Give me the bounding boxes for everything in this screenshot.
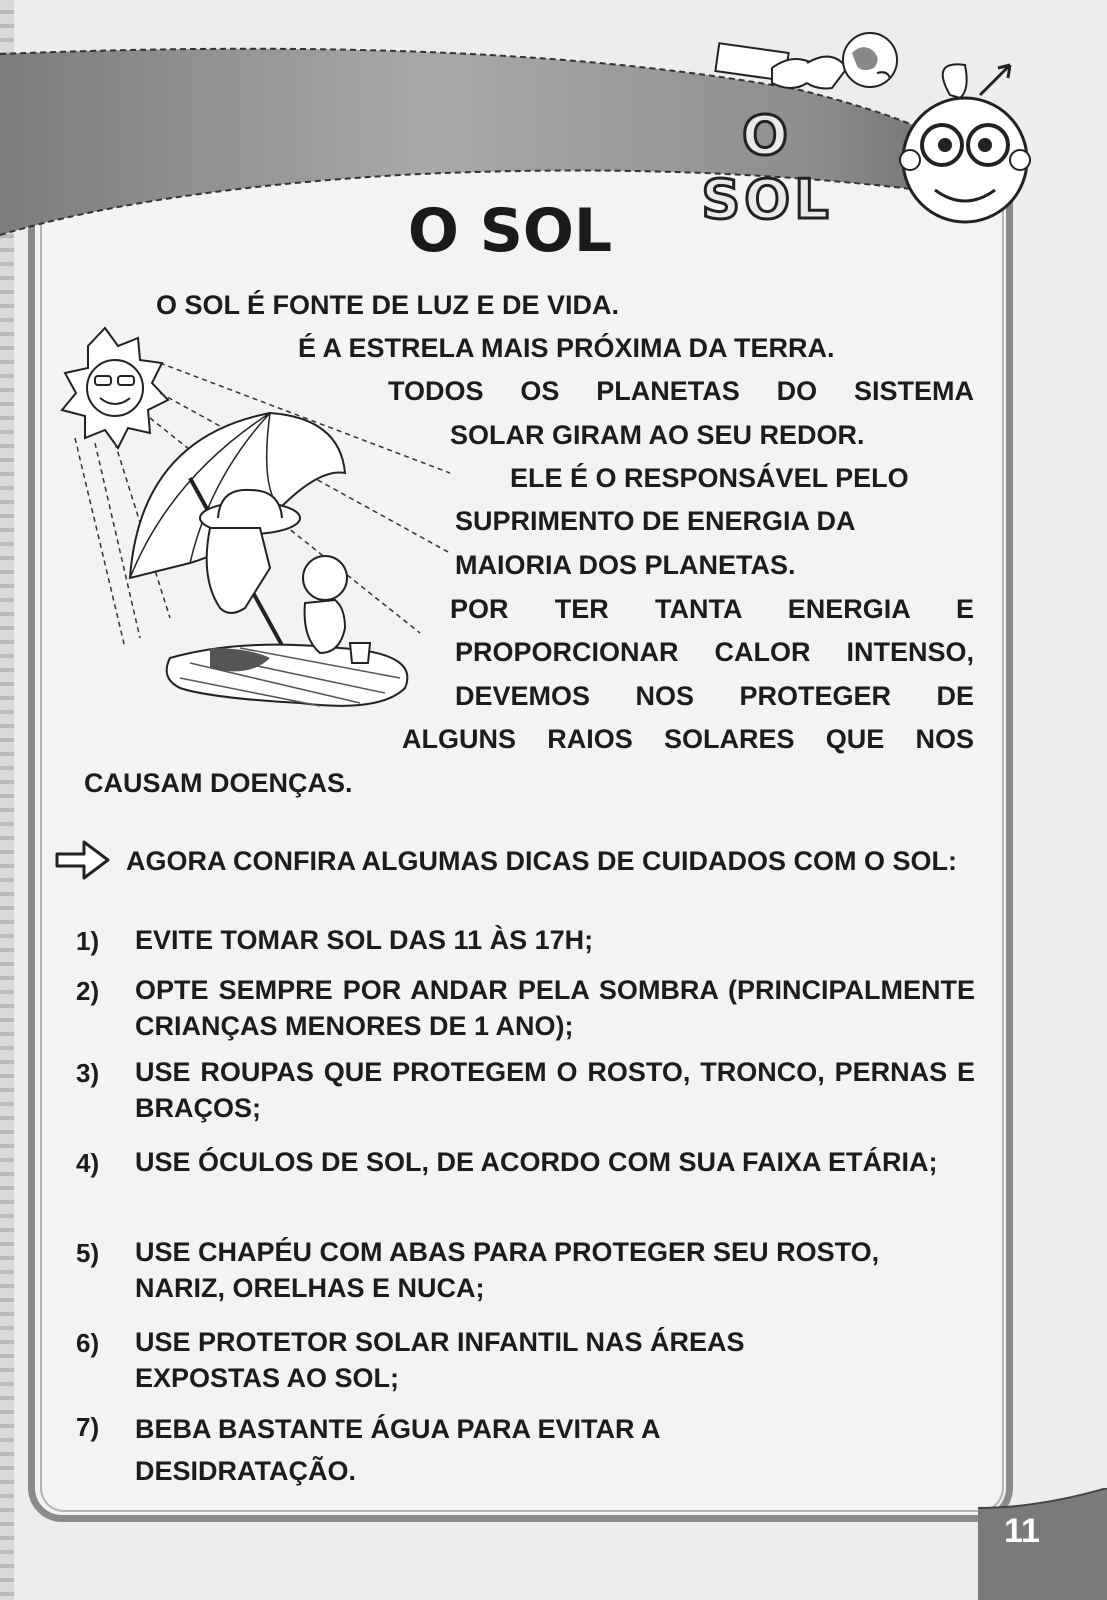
intro-line-2: É A ESTRELA MAIS PRÓXIMA DA TERRA.	[298, 333, 835, 363]
intro-line-8: POR TER TANTA ENERGIA E	[450, 594, 974, 624]
tip-number: 7)	[76, 1412, 100, 1442]
intro-line-7: MAIORIA DOS PLANETAS.	[455, 550, 796, 580]
tip-number: 1)	[76, 926, 100, 956]
banner-title: O SOL	[701, 104, 833, 231]
intro-line-5: ELE É O RESPONSÁVEL PELO	[510, 463, 909, 493]
tip-text: EVITE TOMAR SOL DAS 11 ÀS 17H;	[135, 925, 594, 955]
page-title: O SOL	[407, 196, 613, 266]
tip-text: USE ÓCULOS DE SOL, DE ACORDO COM SUA FAIXA ETÁRIA;	[135, 1147, 938, 1177]
tips-intro: AGORA CONFIRA ALGUMAS DICAS DE CUIDADOS COM O SOL:	[126, 846, 957, 876]
tip-number: 3)	[76, 1058, 100, 1088]
mascot-illustration	[890, 50, 1050, 225]
tip-text: OPTE SEMPRE POR ANDAR PELA SOMBRA (PRINCIPALMENTE CRIANÇAS MENORES DE 1 ANO);	[135, 975, 975, 1041]
intro-line-11: ALGUNS RAIOS SOLARES QUE NOS	[402, 724, 974, 754]
tip-number: 5)	[76, 1238, 100, 1268]
intro-line-6: SUPRIMENTO DE ENERGIA DA	[455, 506, 856, 536]
tip-text: USE PROTETOR SOLAR INFANTIL NAS ÁREAS EXPOSTAS AO SOL;	[135, 1327, 745, 1393]
intro-line-4: SOLAR GIRAM AO SEU REDOR.	[450, 420, 865, 450]
tip-number: 4)	[76, 1148, 100, 1178]
tip-text: USE CHAPÉU COM ABAS PARA PROTEGER SEU ROSTO, NARIZ, ORELHAS E NUCA;	[135, 1237, 880, 1303]
intro-line-9: PROPORCIONAR CALOR INTENSO,	[455, 637, 974, 667]
intro-line-10: DEVEMOS NOS PROTEGER DE	[455, 681, 974, 711]
tip-text: BEBA BASTANTE ÁGUA PARA EVITAR A DESIDRATAÇÃO.	[135, 1414, 660, 1486]
intro-line-12: CAUSAM DOENÇAS.	[84, 768, 353, 798]
intro-line-1: O SOL É FONTE DE LUZ E DE VIDA.	[156, 290, 620, 320]
sun-icon	[62, 328, 168, 448]
tip-text: USE ROUPAS QUE PROTEGEM O ROSTO, TRONCO, PERNAS E BRAÇOS;	[135, 1057, 975, 1123]
page-number: 11	[1004, 1512, 1040, 1550]
arrow-right-icon	[54, 838, 112, 882]
tip-number: 2)	[76, 976, 100, 1006]
intro-line-3: TODOS OS PLANETAS DO SISTEMA	[388, 376, 974, 406]
tip-number: 6)	[76, 1328, 100, 1358]
